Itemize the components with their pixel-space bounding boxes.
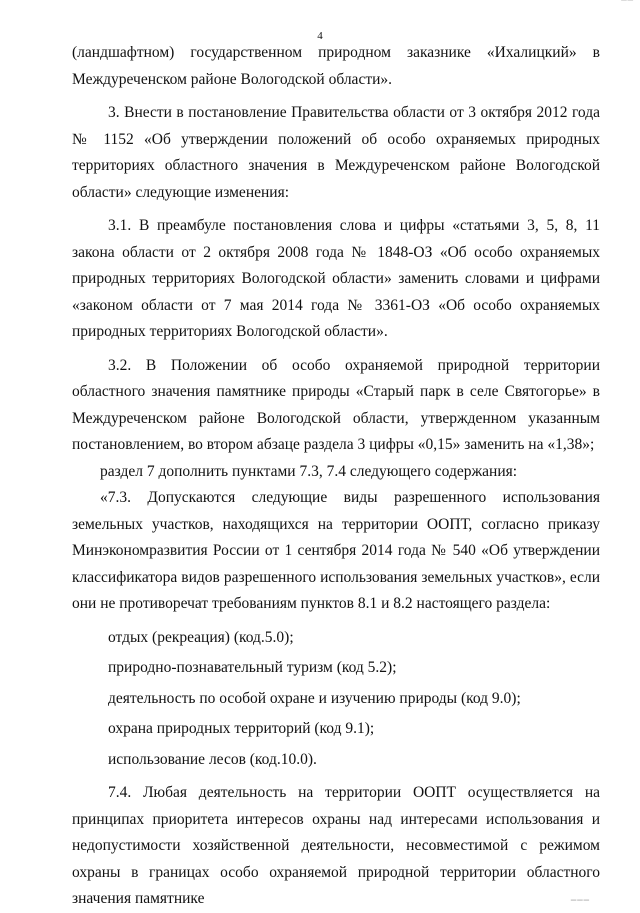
page-number: 4 (317, 30, 323, 42)
paragraph-item-7-4: 7.4. Любая деятельность на территории ООПТ осуществляется на принципах приоритета интересов охраны над интересами использования и недопустимости хозяйственной деятельности, несовместимой с режимом охраны в границах особо охраняемой природной территории областного значения памятнике (72, 784, 600, 907)
paragraph-section-7: раздел 7 дополнить пунктами 7.3, 7.4 следующего содержания: (100, 462, 518, 480)
list-item: деятельность по особой охране и изучению природы (код 9.0); (108, 689, 521, 707)
paragraph-continuation: (ландшафтном) государственном природном заказнике «Ихалицкий» в Междуреченском районе Вологодской области». (72, 44, 600, 88)
document-body (72, 40, 600, 913)
list-item: использование лесов (код.10.0). (108, 750, 317, 768)
paragraph-item-3: 3. Внести в постановление Правительства области от 3 октября 2012 года № 1152 «Об утверждении положений об особо охраняемых природных территориях областного значения в Междуреченском районе Вологодской области» следующие изменения: (72, 104, 600, 201)
list-item: охрана природных территорий (код 9.1); (108, 720, 375, 737)
paragraph-item-7-3: «7.3. Допускаются следующие виды разрешенного использования земельных участков, находящихся на территории ООПТ, согласно приказу Минэкономразвития России от 1 сентября 2014 года № 540 «Об утверждении классификатора видов разрешенного использования земельных участков», если они не противоречат требованиям пунктов 8.1 и 8.2 настоящего раздела: (72, 489, 600, 612)
list-item: природно-познавательный туризм (код 5.2); (108, 659, 397, 676)
scan-mark: ▁▁▁ (570, 893, 590, 901)
list-item: отдых (рекреация) (код.5.0); (108, 628, 294, 646)
paragraph-item-3-1: 3.1. В преамбуле постановления слова и цифры «статьями 3, 5, 8, 11 закона области от 2 октября 2008 года № 1848-ОЗ «Об особо охраняемых природных территориях Вологодской области» заменить словами и цифрами «законом области от 7 мая 2014 года № 3361-ОЗ «Об особо охраняемых природных территориях Вологодской области». (72, 217, 600, 340)
paragraph-item-3-2: 3.2. В Положении об особо охраняемой природной территории областного значения памятнике природы «Старый парк в селе Святогорье» в Междуреченском районе Вологодской области, утвержденном указанным постановлением, во втором абзаце раздела 3 цифры «0,15» заменить на «1,38»; (72, 356, 600, 453)
scan-mark: ▔▔ (621, 0, 634, 8)
